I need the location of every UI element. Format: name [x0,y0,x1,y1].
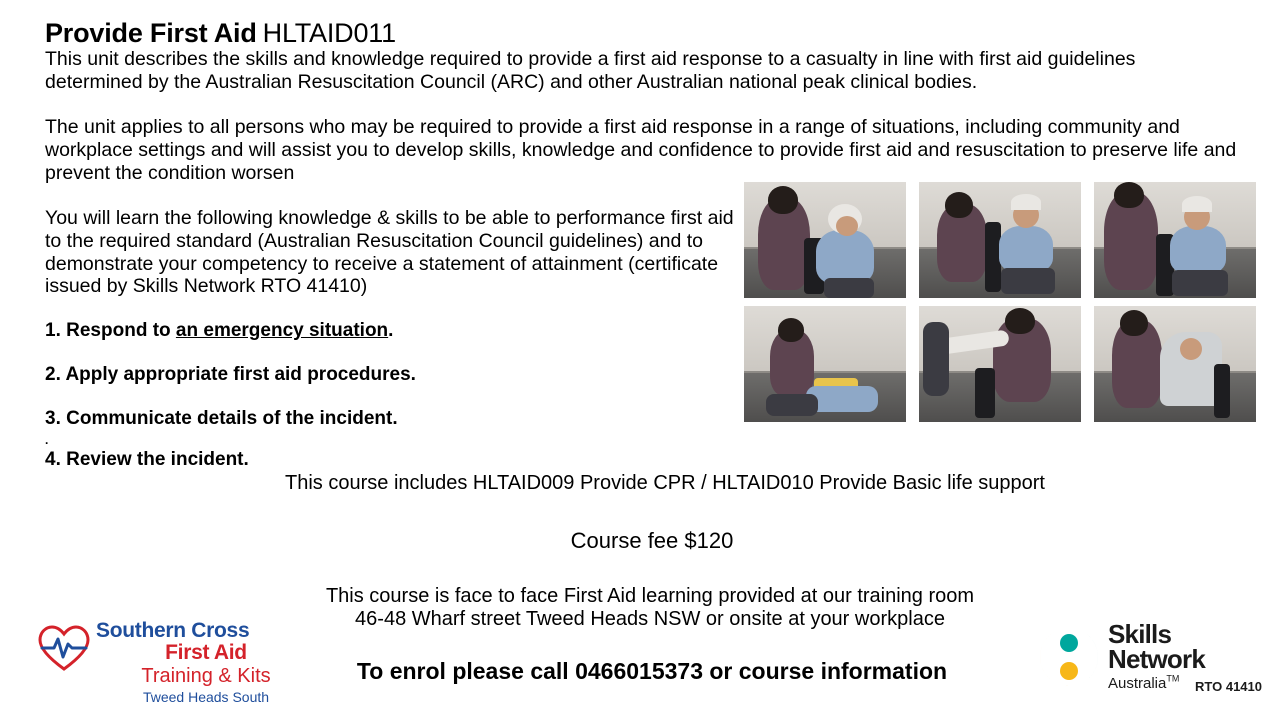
casualty-body [816,230,874,284]
sn-line-2: Network [1108,644,1205,675]
intro-paragraph-2: The unit applies to all persons who may be required to provide a first aid response in a range of situations, including community and workplace settings and will assist you to develop skills, knowledge and confidence to provide first aid and resuscitation to preserve life and prevent the condition worsen [45,116,1237,184]
photo-head-support [1094,182,1256,298]
trainer-hair [1120,310,1148,336]
photo-head-bandage [744,182,906,298]
casualty-body [999,226,1053,272]
heart-ecg-icon [38,624,90,672]
outcome-text-after-1: . [388,320,394,341]
casualty-hair [1182,196,1212,212]
chair [1214,364,1230,418]
casualty-legs [1001,268,1055,294]
course-fee-line: Course fee $120 [570,528,734,553]
sc-line-2: First Aid [165,641,247,665]
venue-line-1: This course is face to face First Aid learning provided at our training room [325,585,975,607]
intro-paragraph-3: You will learn the following knowledge & skills to be able to performance first aid to the required standard (Australian Resuscitation Council guidelines) and to demonstrate your competency to receive a statement of attainment (certificate issued by Skills Network RTO 41410) [45,207,734,298]
casualty-legs [824,278,874,298]
sc-line-4: Tweed Heads South [142,689,270,706]
casualty-face [836,216,858,236]
venue-line-2: 46-48 Wharf street Tweed Heads NSW or onsite at your workplace [355,608,945,630]
outcome-item-2 [45,364,705,386]
rto-number: RTO 41410 [1195,679,1262,694]
casualty-hair [1005,308,1035,334]
photo-seated-assist [919,182,1081,298]
southern-cross-logo [20,620,320,715]
casualty-hair [1011,194,1041,210]
outcome-text-4: Review the incident. [66,449,249,470]
page-title-text: Provide First Aid [45,18,257,48]
sc-line-3: Training & Kits [141,665,271,688]
skills-network-logo [1032,619,1262,704]
outcome-underline-1: an emergency situation [175,320,389,341]
outcome-text-1: Respond to [66,320,176,341]
outcome-item-4 [45,449,705,471]
photo-wall [744,306,906,373]
outcome-number-3: 3. [45,408,61,429]
trainer-hair [945,192,973,218]
enrol-call-to-action: To enrol please call 0466015373 or course information [356,658,948,684]
skills-network-mark-icon [1038,626,1100,688]
trainer-hair [768,186,798,214]
intro-paragraph-1: This unit describes the skills and knowledge required to provide a first aid response to a casualty in line with first aid guidelines determined by the Australian Resuscitation Council (ARC) and other Australian national peak clinical bodies. [45,48,1136,93]
outcomes-list [45,320,705,493]
trainer-hair [1114,182,1144,208]
sc-line-1: Southern Cross [96,619,250,642]
outcome-text-3: Communicate details of the incident. [66,408,398,429]
southern-cross-wordmark [96,620,316,705]
sn-line-3: Australia [1108,674,1167,692]
outcome-number-2: 2. [45,364,61,385]
casualty-body [1170,226,1226,274]
photo-space-blanket [1094,306,1256,422]
trainer-legs [766,394,818,416]
photo-grid [744,182,1258,422]
trainer-hair [778,318,804,342]
casualty-face [1180,338,1202,360]
sn-line-1: Skills [1108,619,1172,649]
page-title [45,18,396,49]
outcome-text-2: Apply appropriate first aid procedures. [65,364,416,385]
photo-arm-bandage [919,306,1081,422]
outcome-item-1 [45,320,705,342]
photo-recovery-position [744,306,906,422]
outcome-number-1: 1. [45,320,61,341]
outcome-number-4: 4. [45,449,61,470]
unit-code: HLTAID011 [262,18,396,48]
outcome-item-3 [45,408,705,430]
stray-dot: . [45,433,49,447]
trainer-arm [923,322,949,396]
chair [975,368,995,418]
casualty-legs [1172,270,1228,296]
trademark-symbol: TM [1166,673,1180,684]
course-includes-line: This course includes HLTAID009 Provide CPR / HLTAID010 Provide Basic life support [285,472,1045,494]
